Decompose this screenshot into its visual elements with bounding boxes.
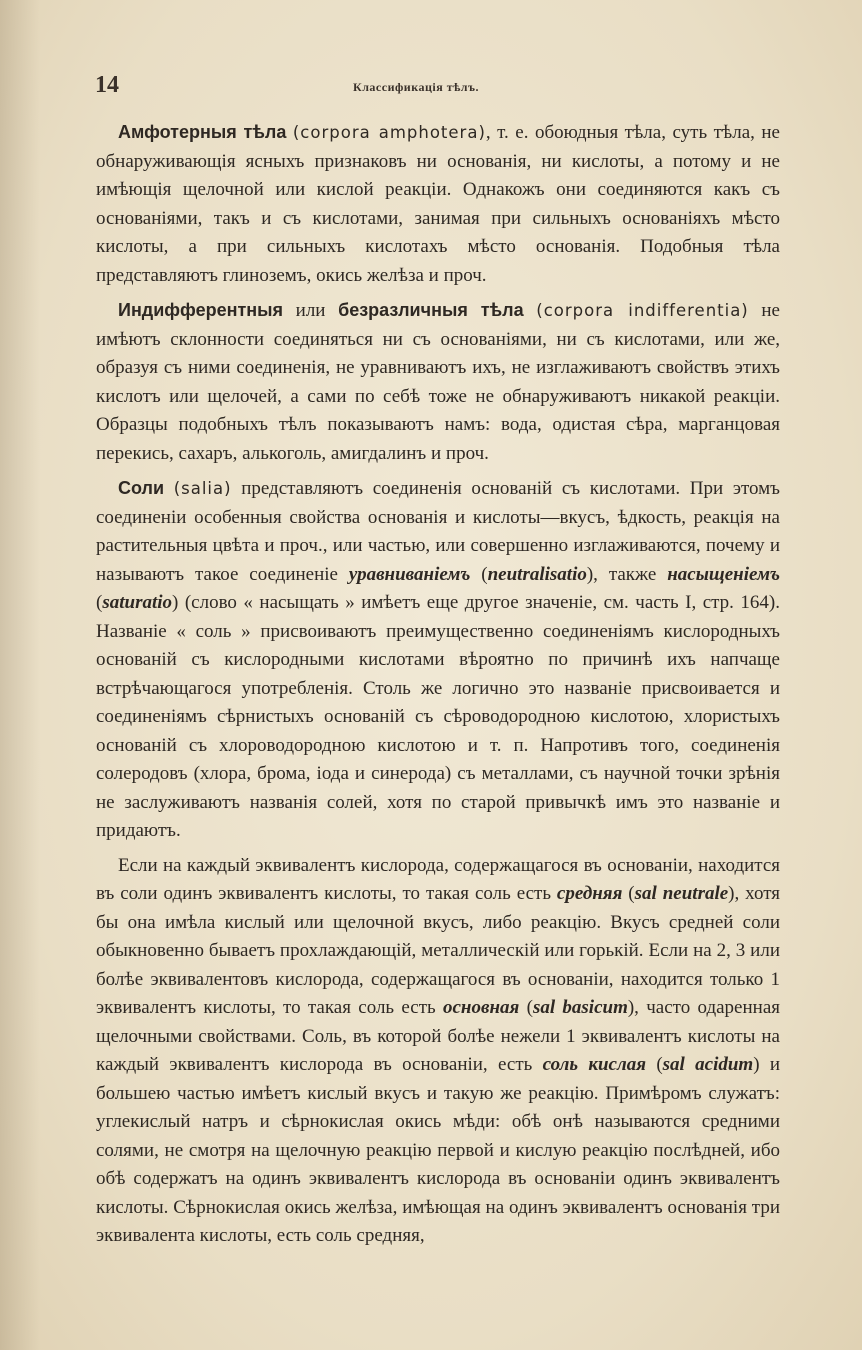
running-head: Классификація тѣлъ. bbox=[353, 80, 480, 94]
paragraph-text: представляютъ соединенія основаній съ кислотами. При этомъ соединеніи особенныя свойства основанія и кислоты—вкусъ, ѣдкость, реакція на растительныя цвѣта и проч., или частью, или совершенно изглаживаются, почему и называютъ такое соединеніе bbox=[96, 478, 781, 585]
italic-term: уравниваніемъ bbox=[348, 563, 471, 585]
term-salts: Соли bbox=[118, 478, 165, 498]
paragraph-text: ), также bbox=[586, 563, 668, 585]
paragraph-text: ( bbox=[470, 563, 488, 585]
page-body bbox=[96, 118, 780, 1251]
italic-term: основная bbox=[443, 997, 520, 1018]
italic-latin: sal neutrale bbox=[634, 883, 729, 904]
italic-latin: saturatio bbox=[102, 592, 173, 613]
paragraph-text: ), хотя бы она имѣла кислый или щелочной вкусъ, либо реакцію. Вкусъ средней соли обыкновенно бываетъ прохлаждающій, металлическій или горькій. Если на 2, 3 или болѣе эквивалентовъ кислорода, содержащагося въ основаніи, находится только 1 эквивалентъ кислоты, то такая соль есть bbox=[96, 883, 780, 1018]
paragraph-text: ( bbox=[96, 592, 103, 613]
italic-term: соль кислая bbox=[542, 1054, 647, 1075]
latin-amphoteric: (corpora amphotera) bbox=[292, 123, 486, 142]
paragraph-salts bbox=[96, 474, 780, 846]
paragraph-text: ) и большею частью имѣетъ кислый вкусъ и такую же реакцію. Примѣромъ служатъ: углекислый натръ и сѣрнокислая окись мѣди: обѣ онѣ называются средними солями, не смотря на щелочную реакцію первой и кислую реакцію послѣдней, ибо обѣ содержатъ на одинъ эквивалентъ кислорода въ основаніи одинъ эквивалентъ кислоты. Сѣрнокислая окись желѣза, имѣющая на одинъ эквивалентъ основанія три эквивалента кислоты, есть соль средняя, bbox=[96, 1054, 781, 1246]
paragraph-text: ( bbox=[646, 1054, 663, 1075]
italic-term: средняя bbox=[556, 883, 623, 904]
term-amphoteric: Амфотерныя тѣла bbox=[118, 122, 287, 142]
paragraph-text: ), часто одаренная щелочными свойствами. Соль, въ которой болѣе нежели 1 эквивалентъ кислоты на каждый эквивалентъ кислорода въ основаніи, есть bbox=[96, 997, 780, 1075]
paragraph-text: не имѣютъ склонности соединяться ни съ основаніями, ни съ кислотами, или же, образуя съ ними соединенія, не уравниваютъ ихъ, не изглаживаютъ свойствъ этихъ кислотъ или щелочей, а сами по себѣ тоже не обнаруживаютъ никакой реакціи. Образцы подобныхъ тѣлъ показываютъ намъ: вода, одистая сѣра, марганцовая перекись, сахаръ, алькоголь, амигдалинъ и проч. bbox=[96, 300, 780, 464]
latin-salts: (salia) bbox=[173, 479, 232, 498]
paragraph-text: , т. е. обоюдныя тѣла, суть тѣла, не обнаруживающія ясныхъ признаковъ ни основанія, ни кислоты, а потому и не имѣющія щелочной или кислой реакціи. Однакожъ они соединяются какъ съ основаніями, такъ и съ кислотами, занимая при сильныхъ основаніяхъ мѣсто кислоты, а при сильныхъ кислотахъ мѣсто основанія. Подобныя тѣла представляютъ глиноземъ, окись желѣза и проч. bbox=[96, 122, 780, 286]
term-indifferent-alt: безразличныя тѣла bbox=[338, 300, 524, 320]
paragraph-text: ) (слово « насыщать » имѣетъ еще другое значеніе, см. часть I, стр. 164). Названіе « соль » присвоиваютъ преимущественно соединеніямъ кислородныхъ основаній съ кислородными кислотами вѣроятно по причинѣ ихъ напчаще встрѣчающагося употребленія. Столь же логично это названіе присвоивается и соединеніямъ сѣрнистыхъ основаній съ сѣроводородною кислотою, хлористыхъ основаній съ хлороводородною кислотою и т. п. Напротивъ того, соединенія солеродовъ (хлора, брома, іода и синерода) съ металлами, съ научной точки зрѣнія не заслуживаютъ названія солей, хотя по старой привычкѣ имъ это названіе и придаютъ. bbox=[96, 592, 780, 841]
paragraph-indifferent bbox=[96, 296, 780, 468]
paragraph-amphoteric bbox=[96, 118, 780, 290]
connector-text: или bbox=[283, 300, 339, 321]
italic-latin: sal acidum bbox=[662, 1054, 754, 1075]
italic-latin: neutralisatio bbox=[487, 563, 587, 585]
page-number: 14 bbox=[95, 72, 119, 98]
latin-indifferent: (corpora indifferentia) bbox=[536, 301, 749, 320]
paragraph-text: ( bbox=[622, 883, 635, 904]
page-header bbox=[95, 72, 762, 102]
paragraph-text: ( bbox=[519, 997, 533, 1018]
paragraph-salt-types bbox=[96, 852, 780, 1251]
page-spine-shadow bbox=[0, 0, 40, 1350]
italic-term: насыщеніемъ bbox=[667, 563, 780, 585]
paragraph-text: Если на каждый эквивалентъ кислорода, содержащагося въ основаніи, находится въ соли одинъ эквивалентъ кислоты, то такая соль есть bbox=[96, 854, 780, 904]
term-indifferent: Индифферентныя bbox=[118, 300, 284, 320]
italic-latin: sal basicum bbox=[532, 997, 628, 1018]
